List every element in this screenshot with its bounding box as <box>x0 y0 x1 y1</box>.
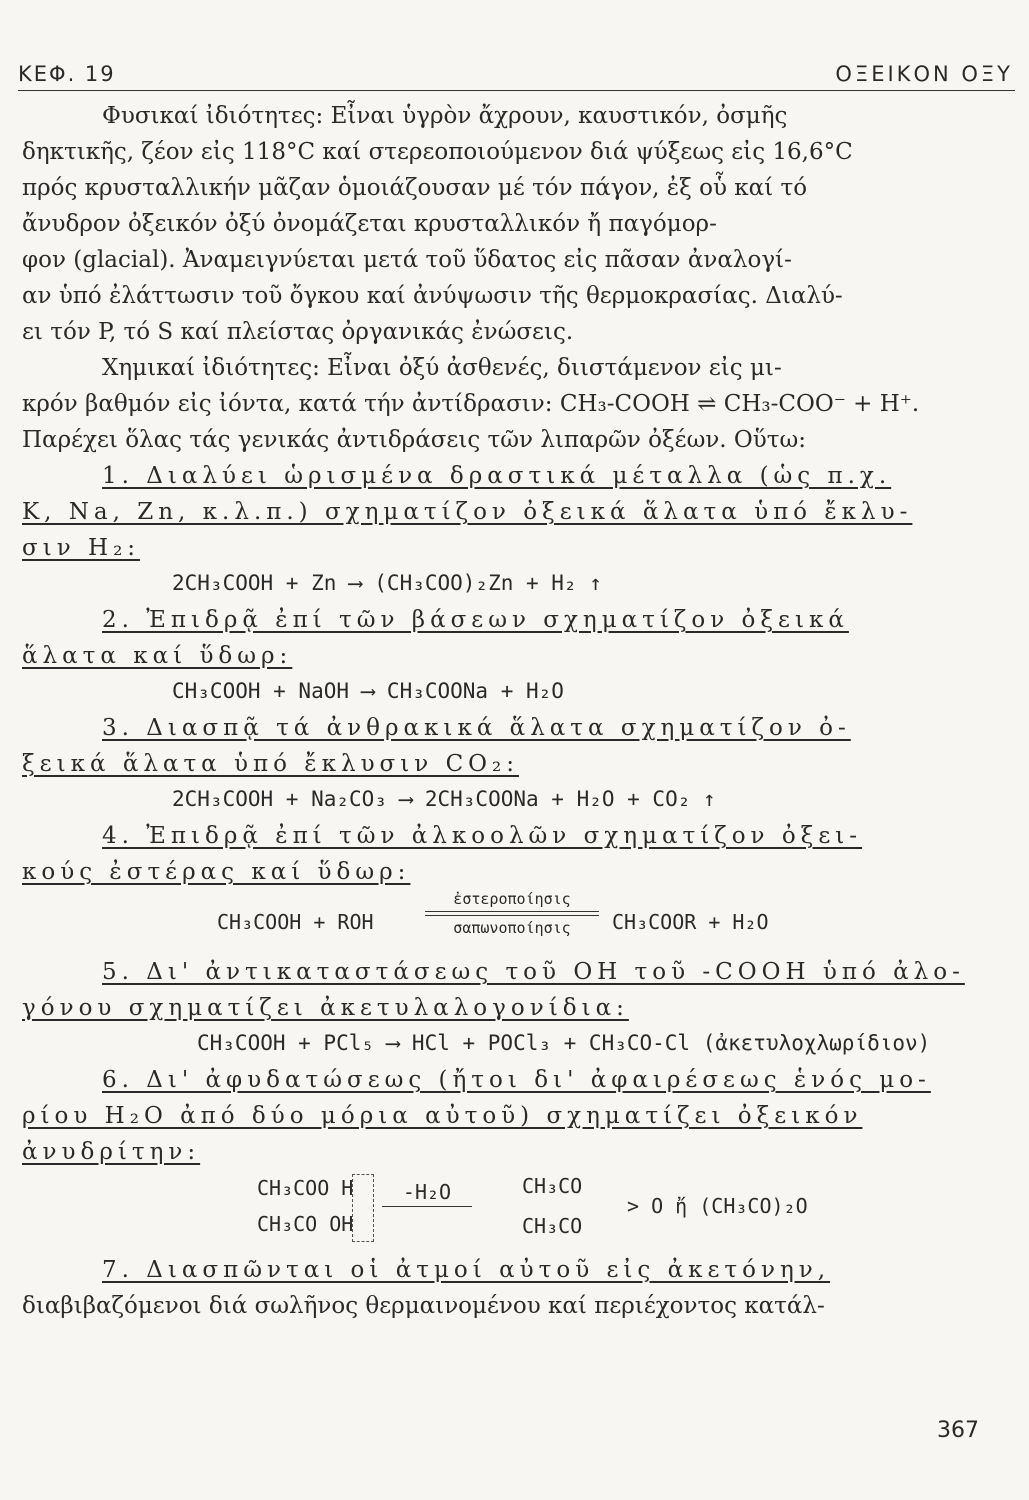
text-line: Φυσικαί ἰδιότητες: Εἶναι ὑγρὸν ἄχρουν, καυστικόν, ὀσμῆς <box>102 103 788 129</box>
backward-label: σαπωνοποίησις <box>453 919 571 937</box>
text-line: 2. Ἐπιδρᾷ ἐπί τῶν βάσεων σχηματίζον ὀξεικά <box>102 607 849 633</box>
ester-lhs: CH₃COOH + ROH <box>217 910 374 934</box>
reactant-1: CH₃COO H <box>257 1176 354 1200</box>
text-line: σιν H₂: <box>22 535 141 561</box>
equation-carbonate: 2CH₃COOH + Na₂CO₃ ⟶ 2CH₃COONa + H₂O + CO₂ ↑ <box>172 787 716 811</box>
equilibrium-arrow <box>417 890 607 937</box>
page-body <box>22 98 992 1324</box>
text-line: φον (glacial). Ἀναμειγνύεται μετά τοῦ ὕδατος εἰς πᾶσαν ἀναλογί- <box>22 247 792 273</box>
text-line: κούς ἐστέρας καί ὕδωρ: <box>22 859 411 885</box>
text-line: δηκτικῆς, ζέον εἰς 118°C καί στερεοποιούμενον διά ψύξεως εἰς 16,6°C <box>22 139 853 165</box>
text-line: Χημικαί ἰδιότητες: Εἶναι ὀξύ ἀσθενές, διιστάμενον εἰς μι- <box>102 355 782 381</box>
text-line: ἀνυδρίτην: <box>22 1139 201 1165</box>
text-line: διαβιβαζόμενοι διά σωλῆνος θερμαινομένου καί περιέχοντος κατάλ- <box>22 1293 825 1319</box>
equation-anhydride <box>22 1170 992 1252</box>
ester-rhs: CH₃COOR + H₂O <box>612 910 769 934</box>
arrow-label: -H₂O <box>402 1180 452 1204</box>
text-line: 6. Δι' ἀφυδατώσεως (ἤτοι δι' ἀφαιρέσεως ἑνός μο- <box>102 1067 931 1093</box>
product-1: CH₃CO <box>522 1174 583 1198</box>
text-line: Παρέχει ὅλας τάς γενικάς ἀντιδράσεις τῶν λιπαρῶν ὀξέων. Οὕτω: <box>22 427 806 453</box>
equation-esterification <box>22 890 992 954</box>
text-line: 1. Διαλύει ὡρισμένα δραστικά μέταλλα (ὡς π.χ. <box>102 463 892 489</box>
page-header <box>18 60 1015 91</box>
text-line: 5. Δι' ἀντικαταστάσεως τοῦ OH τοῦ -COOH ὑπό ἀλο- <box>102 959 965 985</box>
anhydride-result: > O ἤ (CH₃CO)₂O <box>627 1194 808 1218</box>
text-line: ἅλατα καί ὕδωρ: <box>22 643 293 669</box>
equation-naoh: CH₃COOH + NaOH ⟶ CH₃COONa + H₂O <box>172 679 564 703</box>
text-line: ρίου H₂O ἀπό δύο μόρια αὐτοῦ) σχηματίζει ὀξεικόν <box>22 1103 863 1129</box>
dehydration-arrow <box>382 1180 472 1207</box>
text-line: πρός κρυσταλλικήν μᾶζαν ὁμοιάζουσαν μέ τόν πάγον, ἐξ οὗ καί τό <box>22 175 808 201</box>
dashed-box <box>352 1174 374 1242</box>
text-line: K, Na, Zn, κ.λ.π.) σχηματίζον ὀξεικά ἅλατα ὑπό ἔκλυ- <box>22 499 913 525</box>
product-2: CH₃CO <box>522 1214 583 1238</box>
text-line: αν ὑπό ἐλάττωσιν τοῦ ὄγκου καί ἀνύψωσιν τῆς θερμοκρασίας. Διαλύ- <box>22 283 843 309</box>
text-line: κρόν βαθμόν εἰς ἰόντα, κατά τήν ἀντίδρασιν: CH₃-COOH ⇌ CH₃-COO⁻ + H⁺. <box>22 391 920 417</box>
forward-label: ἐστεροποίησις <box>453 890 571 908</box>
text-line: ει τόν P, τό S καί πλείστας ὀργανικάς ἐνώσεις. <box>22 319 574 345</box>
text-line: 3. Διασπᾷ τά ἀνθρακικά ἅλατα σχηματίζον ὀ- <box>102 715 851 741</box>
text-line: 7. Διασπῶνται οἱ ἀτμοί αὐτοῦ εἰς ἀκετόνην, <box>102 1257 831 1283</box>
text-line: 4. Ἐπιδρᾷ ἐπί τῶν ἀλκοολῶν σχηματίζον ὀξει- <box>102 823 863 849</box>
running-title: ΟΞΕΙΚΟΝ ΟΞΥ <box>835 62 1013 86</box>
text-line: ἄνυδρον ὀξεικόν ὀξύ ὀνομάζεται κρυσταλλικόν ἤ παγόμορ- <box>22 211 717 237</box>
equation-zinc: 2CH₃COOH + Zn ⟶ (CH₃COO)₂Zn + H₂ ↑ <box>172 571 602 595</box>
page-number: 367 <box>937 1418 979 1443</box>
text-line: ξεικά ἅλατα ὑπό ἔκλυσιν CO₂: <box>22 751 519 777</box>
equation-pcl5: CH₃COOH + PCl₅ ⟶ HCl + POCl₃ + CH₃CO-Cl (ἀκετυλοχλωρίδιον) <box>197 1031 931 1055</box>
reactant-2: CH₃CO OH <box>257 1212 354 1236</box>
chapter-label: ΚΕΦ. 19 <box>18 62 116 86</box>
text-line: γόνου σχηματίζει ἀκετυλαλογονίδια: <box>22 995 629 1021</box>
